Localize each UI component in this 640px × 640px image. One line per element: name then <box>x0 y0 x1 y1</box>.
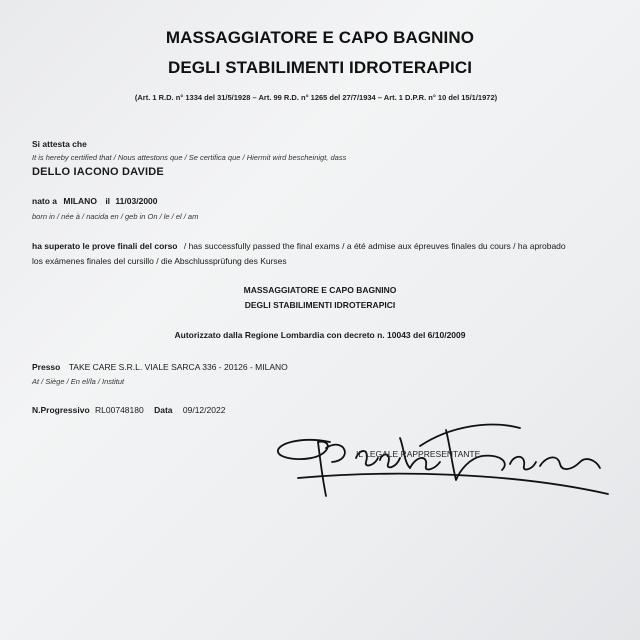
legal-reference: (Art. 1 R.D. n° 1334 del 31/5/1928 – Art. 99 R.D. n° 1265 del 27/7/1934 – Art. 1 D.P.R. n° 10 del 15/1/1972) <box>134 93 498 102</box>
presso-translations: At / Siège / En el/la / Institut <box>32 377 125 386</box>
birth-place: MILANO <box>63 196 97 206</box>
presso-label: Presso <box>32 362 61 372</box>
exam-line-1 <box>32 241 566 251</box>
course-line-2: DEGLI STABILIMENTI IDROTERAPICI <box>244 300 396 310</box>
birth-translations: born in / née à / nacida en / geb in On / le / el / am <box>32 212 199 221</box>
attest-label: Si attesta che <box>32 139 87 149</box>
title-line-1: MASSAGGIATORE E CAPO BAGNINO <box>165 28 475 47</box>
exam-label: ha superato le prove finali del corso <box>32 241 178 251</box>
presso-value: TAKE CARE S.R.L. VIALE SARCA 336 - 20126 - MILANO <box>68 362 288 372</box>
attest-translations: It is hereby certified that / Nous attestons que / Se certifica que / Hiermit wird bescheinigt, dass <box>32 153 347 162</box>
date-label: Data <box>154 405 173 415</box>
birth-line <box>32 196 158 206</box>
presso-line <box>32 362 288 372</box>
course-line-1: MASSAGGIATORE E CAPO BAGNINO <box>243 285 397 295</box>
progressivo-value: RL00748180 <box>95 405 144 415</box>
authorization: Autorizzato dalla Regione Lombardia con decreto n. 10043 del 6/10/2009 <box>174 330 466 340</box>
progressivo-label: N.Progressivo <box>32 405 90 415</box>
progressivo-line <box>32 405 225 415</box>
signature-graphic <box>270 418 620 508</box>
exam-translations-1: / has successfully passed the final exams / a été admise aux épreuves finales du cours / ha aprobado <box>183 241 566 251</box>
signature-label: IL LEGALE RAPPRESENTANTE <box>356 449 481 459</box>
holder-name: DELLO IACONO DAVIDE <box>32 166 164 178</box>
date-value: 09/12/2022 <box>182 405 226 415</box>
title-line-2: DEGLI STABILIMENTI IDROTERAPICI <box>167 58 473 77</box>
born-label: nato a <box>32 196 58 206</box>
exam-translations-2: los exámenes finales del cursillo / die Abschlussprüfung des Kurses <box>32 256 287 266</box>
birth-on-label: il <box>105 196 111 206</box>
birth-date: 11/03/2000 <box>115 196 158 206</box>
